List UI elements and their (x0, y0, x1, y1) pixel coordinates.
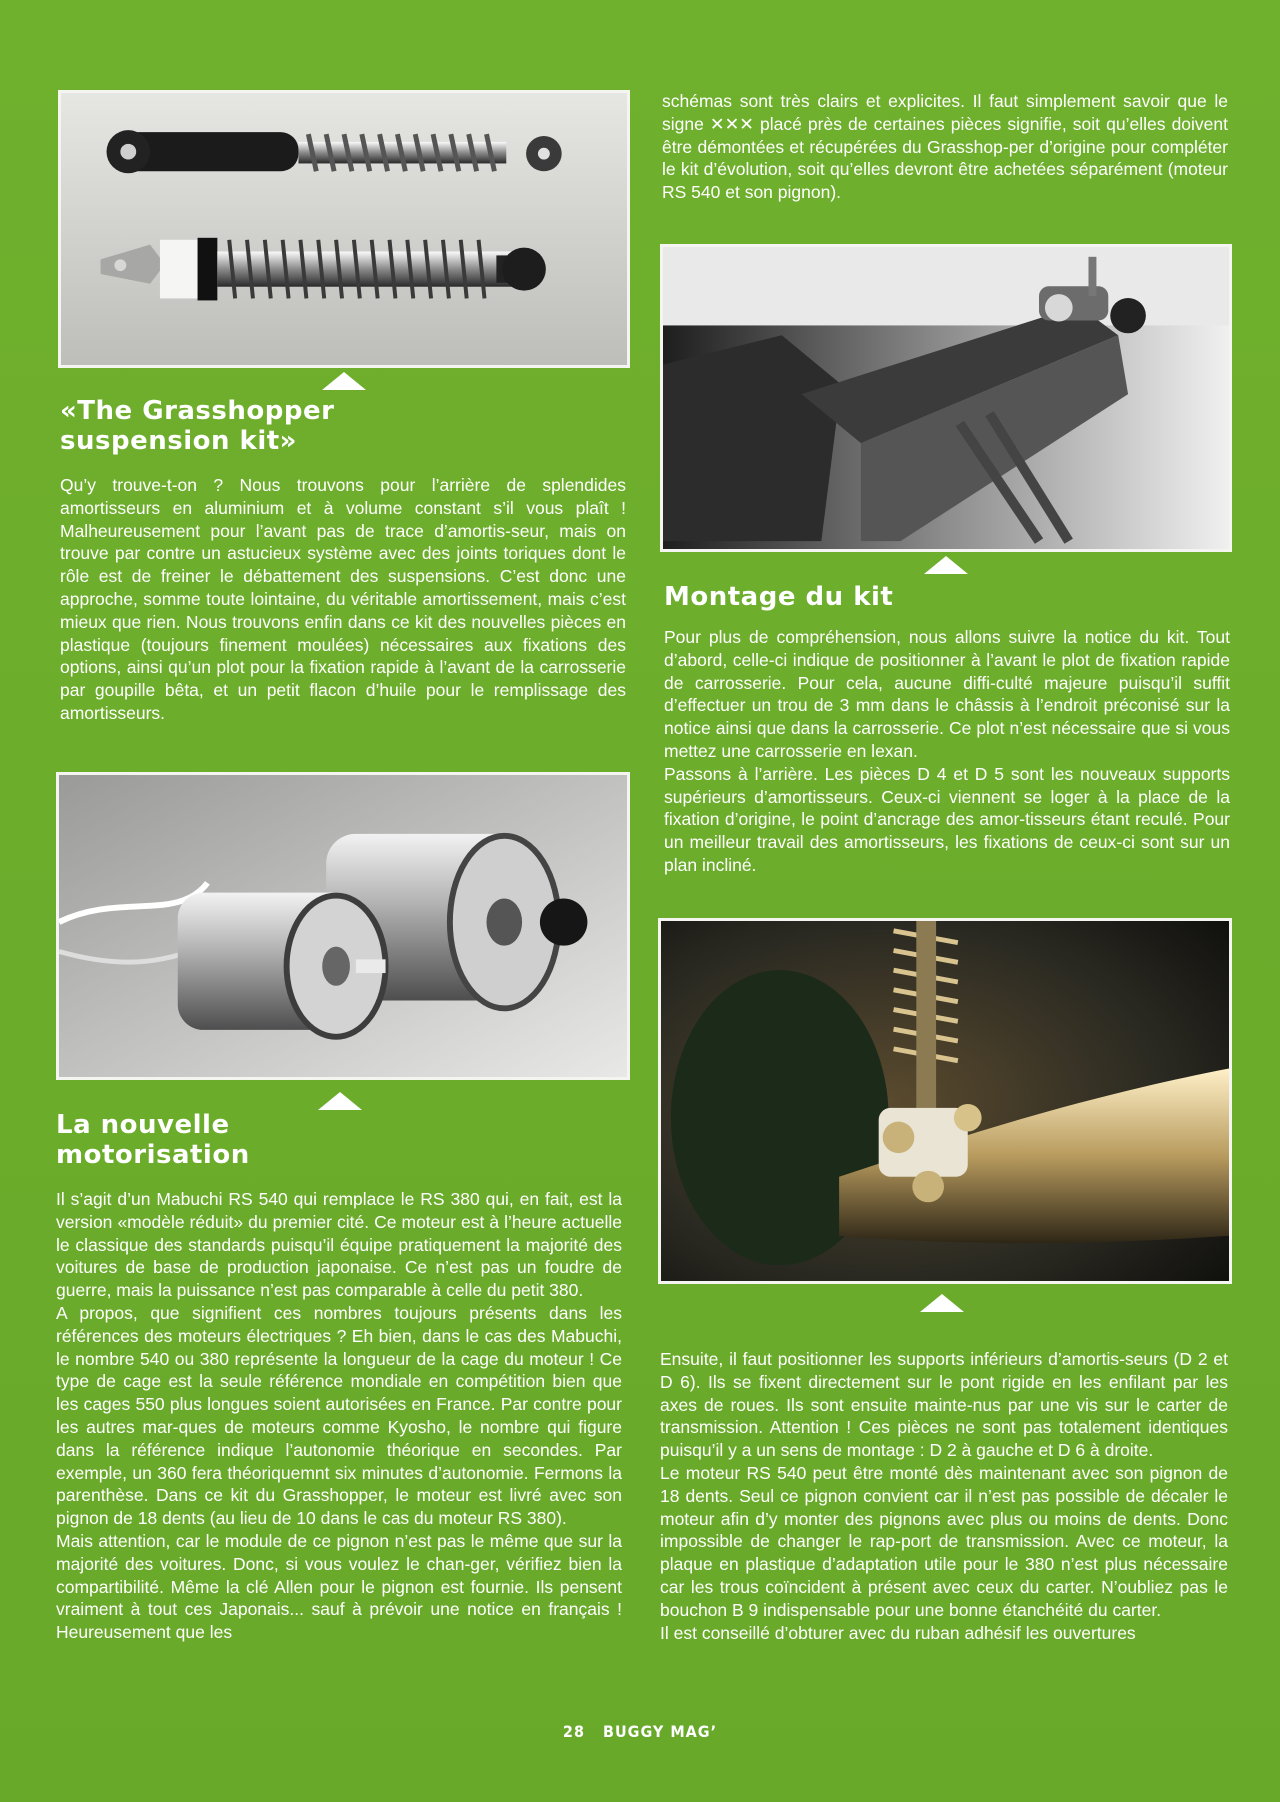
section-body-montage (664, 626, 1230, 877)
caption-arrow-triangle (322, 372, 366, 390)
section-heading-suspension-kit (60, 396, 334, 456)
photo-electric-motors (56, 772, 630, 1080)
paragraph: Il est conseillé d’obturer avec du ruban adhésif les ouvertures (660, 1622, 1136, 1643)
paragraph: Le moteur RS 540 peut être monté dès maintenant avec son pignon de 18 dents. Seul ce pignon convient car il n’est pas possible de décaler le moteur afin d’y monter des pignons avec plus ou moins de dents. Donc impossible de changer le rap-port de transmission. Avec ce moteur, la plaque en plastique d’adaptation utile pour le 380 n’est plus nécessaire car les trous coïncident à présent avec ceux du carter. N’oubliez pas le bouchon B 9 indispensable pour une bonne étanchéité du carter. (660, 1462, 1228, 1620)
section-heading-montage (664, 582, 893, 612)
photo-shock-absorbers (58, 90, 630, 368)
paragraph: schémas sont très clairs et explicites. Il faut simplement savoir que le signe ✕✕✕ placé près de certaines pièces signifie, soit qu’elles doivent être démontées et récupérées du Grasshop-per d’origine pour compléter le kit d’évolution, soit qu’elles devront être achetées séparément (moteur RS 540 et son pignon). (662, 91, 1228, 203)
paragraph: Qu’y trouve-t-on ? Nous trouvons pour l’arrière de splendides amortisseurs en aluminium et à volume constant s’il vous plaît ! Malheureusement pour l’avant pas de trace d’amortis-seur, mais on trouve par contre un astucieux système avec des joints toriques dont le rôle est de freiner le débattement des suspensions. C’est donc une approche, somme toute lointaine, du véritable amortissement, mais c’est mieux que rien. Nous trouvons enfin dans ce kit des nouvelles pièces en plastique (toujours finement moulées) nécessaires aux fixations des options, ainsi qu’un plot pour la fixation rapide à l’avant de la carrosserie par goupille bêta, et un petit flacon d’huile pour le remplissage des amortisseurs. (60, 475, 626, 723)
paragraph: Mais attention, car le module de ce pignon n’est pas le même que sur la majorité des voitures. Donc, si vous voulez le chan-ger, vérifiez bien la compartibilité. Même la clé Allen pour le pignon est fournie. Ils pensent vraiment à tout ces Japonais... sauf à prévoir une notice en français ! Heureusement que les (56, 1530, 622, 1643)
paragraph: A propos, que signifient ces nombres toujours présents dans les références des moteurs électriques ? Eh bien, dans le cas des Mabuchi, le nombre 540 ou 380 représente la longueur de la cage du moteur ! Ce type de cage est la seule référence mondiale en compétition bien que les cages 550 plus longues soient autorisées en France. Par contre pour les autres mar-ques de moteurs comme Kyosho, le nombre qui figure dans la référence indique l’autonomie théorique en secondes. Par exemple, un 360 fera théoriquemnt six minutes d’autonomie. Fermons la parenthèse. Dans ce kit du Grasshopper, le moteur est livré avec son pignon de 18 dents (au lieu de 10 dans le cas du moteur RS 380). (56, 1302, 622, 1529)
heading-text: Montage du kit (664, 582, 894, 612)
paragraph: Passons à l’arrière. Les pièces D 4 et D 5 sont les nouveaux supports supérieurs d’amortisseurs. Ceux-ci viennent se loger à la place de la fixation d’origine, le point d’ancrage des amor-tisseurs étant reculé. Pour un meilleur travail des amortisseurs, les fixations de ceux-ci sont sur un plan incliné. (664, 763, 1230, 875)
caption-arrow-triangle (920, 1294, 964, 1312)
column-2-top-text (662, 90, 1228, 204)
photo-chassis-mount (660, 244, 1232, 552)
heading-line-2: motorisation (56, 1140, 250, 1170)
caption-arrow-triangle (318, 1092, 362, 1110)
paragraph: Ensuite, il faut positionner les supports inférieurs d’amortis-seurs (D 2 et D 6). Ils se fixent directement sur le pont rigide en les enfilant par les axes de roues. Ils sont ensuite mainte-nus par une vis sur le carter de transmission. Attention ! Ces pièces ne sont pas totalement identiques puisqu’il y a un sens de montage : D 2 à gauche et D 6 à droite. (660, 1349, 1228, 1461)
page-number: 28 (562, 1722, 585, 1741)
heading-line-2: suspension kit» (60, 426, 297, 456)
heading-line-1: «The Grasshopper (60, 396, 335, 426)
photo-shock-mounted (658, 918, 1232, 1284)
section-body-suspension-kit (60, 474, 626, 725)
column-2-bottom-text (660, 1348, 1228, 1644)
magazine-name: BUGGY MAG’ (602, 1722, 718, 1741)
section-heading-motorisation (56, 1110, 250, 1170)
section-body-motorisation (56, 1188, 622, 1644)
page-footer (0, 1722, 1280, 1741)
paragraph: Il s’agit d’un Mabuchi RS 540 qui remplace le RS 380 qui, en fait, est la version «modèle réduit» du premier cité. Ce moteur est à l’heure actuelle le classique des standards puisqu’il équipe pratiquement la majorité des voitures de base de production japonaise. Ce n’est pas un foudre de guerre, mais la puissance n’est pas comparable à celle du petit 380. (56, 1189, 622, 1301)
heading-line-1: La nouvelle (56, 1110, 230, 1140)
caption-arrow-triangle (924, 556, 968, 574)
paragraph: Pour plus de compréhension, nous allons suivre la notice du kit. Tout d’abord, celle-ci indique de positionner à l’avant le plot de fixation rapide de carrosserie. Pour cela, aucune diffi-culté majeure puisqu’il suffit d’effectuer un trou de 3 mm dans le châssis à l’endroit préconisé sur la notice ainsi que dans la carrosserie. Ce plot n’est nécessaire que si vous mettez une carrosserie en lexan. (664, 627, 1230, 761)
